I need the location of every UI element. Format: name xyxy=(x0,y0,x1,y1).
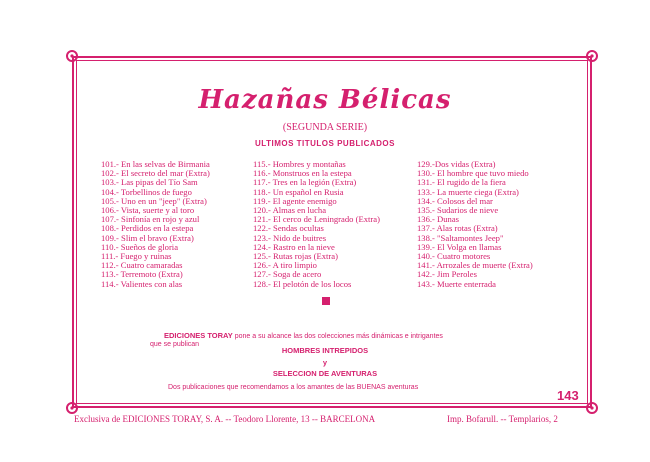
title-item: 136.- Dunas xyxy=(417,214,460,225)
title-item: 102.- El secreto del mar (Extra) xyxy=(101,168,210,179)
title-item: 128.- El pelotón de los locos xyxy=(253,278,352,289)
corner-ornament-bottom-left xyxy=(65,401,79,415)
corner-ornament-top-left xyxy=(65,49,79,63)
section-heading: ULTIMOS TITULOS PUBLICADOS xyxy=(255,139,395,148)
promo-line-1-text: pone a su alcance las dos colecciones más dinámicas e intrigantes xyxy=(234,333,443,340)
title-item: 108.- Perdidos en la estepa xyxy=(101,223,194,234)
page-number: 143 xyxy=(557,388,579,403)
title-item: 125.- Rutas rojas (Extra) xyxy=(253,251,338,262)
footer-printer: Imp. Bofarull. -- Templarios, 2 xyxy=(447,414,558,424)
title-item: 111.- Fuego y ruinas xyxy=(101,251,172,262)
footer-publisher: Exclusiva de EDICIONES TORAY, S. A. -- Teodoro Llorente, 13 -- BARCELONA xyxy=(74,414,376,424)
promo-publisher: EDICIONES TORAY xyxy=(164,331,233,340)
title-item: 141.- Arrozales de muerte (Extra) xyxy=(417,260,533,271)
title-item: 133.- La muerte ciega (Extra) xyxy=(417,186,519,197)
corner-ornament-bottom-right xyxy=(585,401,599,415)
titles-column-3 xyxy=(417,160,533,289)
title-item: 126.- A tiro limpio xyxy=(253,260,317,271)
title-item: 106.- Vista, suerte y al toro xyxy=(101,205,195,216)
title-item: 129.-Dos vidas (Extra) xyxy=(417,159,496,169)
title-item: 123.- Nido de buitres xyxy=(253,232,327,243)
title-item: 109.- Slim el bravo (Extra) xyxy=(101,232,194,243)
corner-ornament-top-right xyxy=(585,49,599,63)
title-item: 142.- Jim Peroles xyxy=(417,269,477,280)
promo-collection-2: SELECCION DE AVENTURAS xyxy=(272,369,378,378)
title-item: 130.- El hombre que tuvo miedo xyxy=(417,168,529,179)
title-item: 104.- Torbellinos de fuego xyxy=(101,186,192,197)
collection-title: Hazañas Bélicas xyxy=(198,85,452,115)
series-label: (SEGUNDA SERIE) xyxy=(282,122,368,133)
promo-line-2: que se publican xyxy=(150,341,200,348)
title-item: 124.- Rastro en la nieve xyxy=(253,241,335,252)
promo-collection-1: HOMBRES INTREPIDOS xyxy=(281,346,369,355)
title-item: 135.- Sudarios de nieve xyxy=(417,205,499,216)
titles-column-1 xyxy=(101,160,210,289)
separator-square xyxy=(322,297,330,305)
title-item: 120.- Almas en lucha xyxy=(253,205,327,216)
title-item: 131.- El rugido de la fiera xyxy=(417,177,506,188)
title-item: 134.- Colosos del mar xyxy=(417,195,493,206)
title-item: 107.- Sinfonía en rojo y azul xyxy=(101,214,200,225)
title-item: 117.- Tres en la legión (Extra) xyxy=(253,177,357,188)
title-item: 127.- Soga de acero xyxy=(253,269,322,280)
title-item: 103.- Las pipas del Tío Sam xyxy=(101,177,198,188)
title-item: 116.- Monstruos en la estepa xyxy=(253,168,352,179)
title-item: 140.- Cuatro motores xyxy=(417,251,491,262)
title-item: 122.- Sendas ocultas xyxy=(253,223,324,234)
promo-line-1 xyxy=(164,331,443,340)
title-item: 114.- Valientes con alas xyxy=(101,278,183,289)
title-item: 115.- Hombres y montañas xyxy=(253,159,346,169)
title-item: 138.- "Saltamontes Jeep" xyxy=(417,232,504,243)
titles-column-2 xyxy=(253,160,380,289)
title-item: 139.- El Volga en llamas xyxy=(417,241,502,252)
title-item: 101.- En las selvas de Birmania xyxy=(101,159,210,169)
title-item: 121.- El cerco de Leningrado (Extra) xyxy=(253,214,380,225)
title-item: 105.- Uno en un "jeep" (Extra) xyxy=(101,195,207,206)
title-item: 118.- Un español en Rusia xyxy=(253,186,344,197)
promo-closing: Dos publicaciones que recomendamos a los amantes de las BUENAS aventuras xyxy=(168,384,419,391)
title-item: 143.- Muerte enterrada xyxy=(417,278,496,289)
promo-conjunction: y xyxy=(322,358,328,367)
title-item: 113.- Terremoto (Extra) xyxy=(101,269,183,280)
title-item: 110.- Sueños de gloria xyxy=(101,241,179,252)
title-item: 119.- El agente enemigo xyxy=(253,195,337,206)
title-item: 112.- Cuatro camaradas xyxy=(101,260,183,271)
title-item: 137.- Alas rotas (Extra) xyxy=(417,223,498,234)
